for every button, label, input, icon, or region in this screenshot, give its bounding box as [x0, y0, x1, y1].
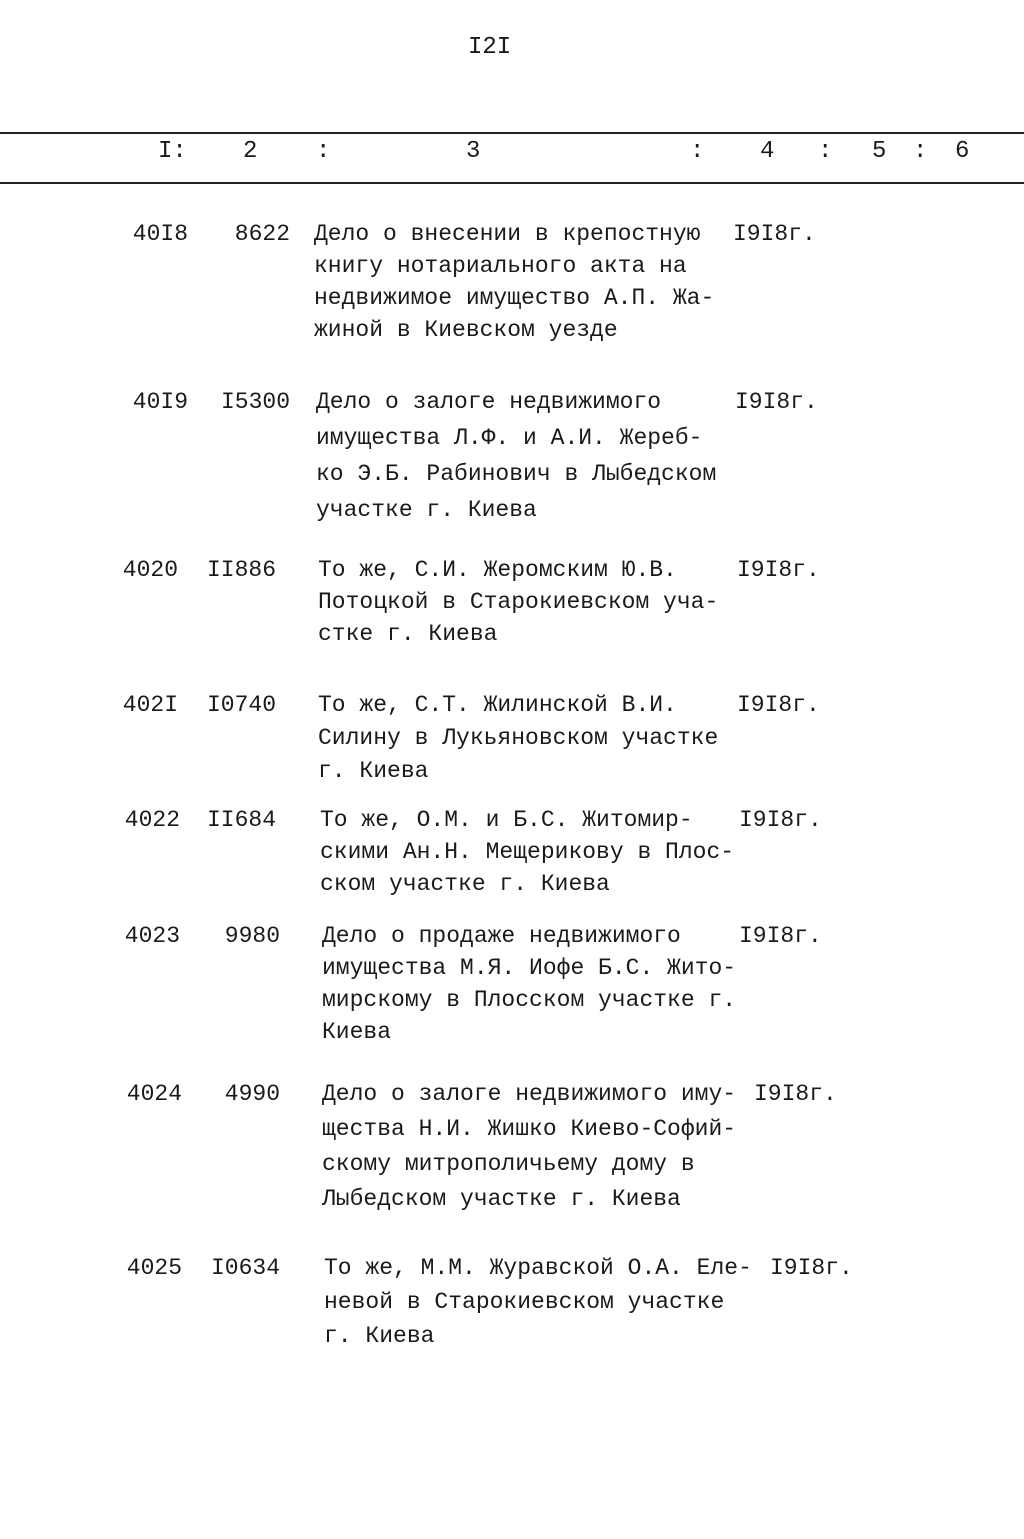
- description-line: Киева: [322, 1019, 392, 1045]
- entry-year: I9I8г.: [739, 923, 822, 949]
- description-line: недвижимое имущество А.П. Жа-: [314, 285, 715, 311]
- entry-number: 40I8: [132, 221, 188, 247]
- entry-year: I9I8г.: [770, 1255, 853, 1281]
- entry-number: 4023: [124, 923, 180, 949]
- description-line: То же, М.М. Журавской О.А. Еле-: [324, 1255, 752, 1281]
- entry-year: I9I8г.: [733, 221, 816, 247]
- entry-number: 4022: [124, 807, 180, 833]
- entry-number: 4020: [122, 557, 178, 583]
- description-line: г. Киева: [318, 758, 429, 784]
- entry-description: [322, 920, 736, 1048]
- entry-number: 402I: [122, 692, 178, 718]
- description-line: невой в Старокиевском участке: [324, 1289, 725, 1315]
- description-line: То же, С.Т. Жилинской В.И.: [318, 692, 677, 718]
- column-header: :: [690, 138, 705, 165]
- description-line: Потоцкой в Старокиевском уча-: [318, 589, 719, 615]
- description-line: Дело о залоге недвижимого: [316, 389, 662, 415]
- description-line: стке г. Киева: [318, 621, 498, 647]
- description-line: имущества Л.Ф. и А.И. Жереб-: [316, 425, 703, 451]
- archive-number: II684: [206, 807, 276, 833]
- archive-number: 9980: [224, 923, 280, 949]
- archive-number: I0634: [210, 1255, 280, 1281]
- entry-year: I9I8г.: [735, 389, 818, 415]
- column-header: I:: [158, 138, 187, 165]
- description-line: То же, С.И. Жеромским Ю.В.: [318, 557, 677, 583]
- column-header: 4: [760, 138, 775, 165]
- description-line: имущества М.Я. Иофе Б.С. Жито-: [322, 955, 737, 981]
- description-line: Лыбедском участке г. Киева: [322, 1186, 681, 1212]
- entry-year: I9I8г.: [737, 557, 820, 583]
- entry-number: 40I9: [132, 389, 188, 415]
- column-header: 6: [955, 138, 970, 165]
- description-line: скому митрополичьему дому в: [322, 1151, 695, 1177]
- description-line: книгу нотариального акта на: [314, 253, 687, 279]
- entry-year: I9I8г.: [739, 807, 822, 833]
- column-header: 3: [466, 138, 481, 165]
- header-bottom-rule: [0, 182, 1024, 184]
- archive-number: I5300: [220, 389, 290, 415]
- column-header: :: [316, 138, 331, 165]
- description-line: ко Э.Б. Рабинович в Лыбедском: [316, 461, 717, 487]
- description-line: Дело о внесении в крепостную: [314, 221, 701, 247]
- column-header: 5: [872, 138, 887, 165]
- entry-year: I9I8г.: [754, 1081, 837, 1107]
- description-line: ском участке г. Киева: [320, 871, 610, 897]
- entry-description: [316, 384, 716, 528]
- entry-description: [320, 804, 734, 900]
- column-header: :: [818, 138, 833, 165]
- description-line: мирскому в Плосском участке г.: [322, 987, 737, 1013]
- description-line: щества Н.И. Жишко Киево-Софий-: [322, 1116, 737, 1142]
- entry-description: [322, 1077, 736, 1217]
- entry-number: 4025: [126, 1255, 182, 1281]
- entry-description: [318, 689, 718, 788]
- description-line: Дело о продаже недвижимого: [322, 923, 681, 949]
- archive-number: II886: [206, 557, 276, 583]
- description-line: скими Ан.Н. Мещерикову в Плос-: [320, 839, 735, 865]
- header-top-rule: [0, 132, 1024, 134]
- page-number: I2I: [468, 34, 512, 61]
- description-line: Силину в Лукьяновском участке: [318, 725, 719, 751]
- entry-year: I9I8г.: [737, 692, 820, 718]
- archive-number: 4990: [224, 1081, 280, 1107]
- column-header: 2: [243, 138, 258, 165]
- description-line: жиной в Киевском уезде: [314, 317, 618, 343]
- archive-number: I0740: [206, 692, 276, 718]
- description-line: То же, О.М. и Б.С. Житомир-: [320, 807, 693, 833]
- entry-number: 4024: [126, 1081, 182, 1107]
- entry-description: [314, 218, 714, 346]
- column-header: :: [913, 138, 928, 165]
- entry-description: [318, 554, 718, 650]
- entry-description: [324, 1251, 752, 1353]
- description-line: Дело о залоге недвижимого иму-: [322, 1081, 737, 1107]
- description-line: участке г. Киева: [316, 497, 537, 523]
- archive-number: 8622: [234, 221, 290, 247]
- description-line: г. Киева: [324, 1323, 435, 1349]
